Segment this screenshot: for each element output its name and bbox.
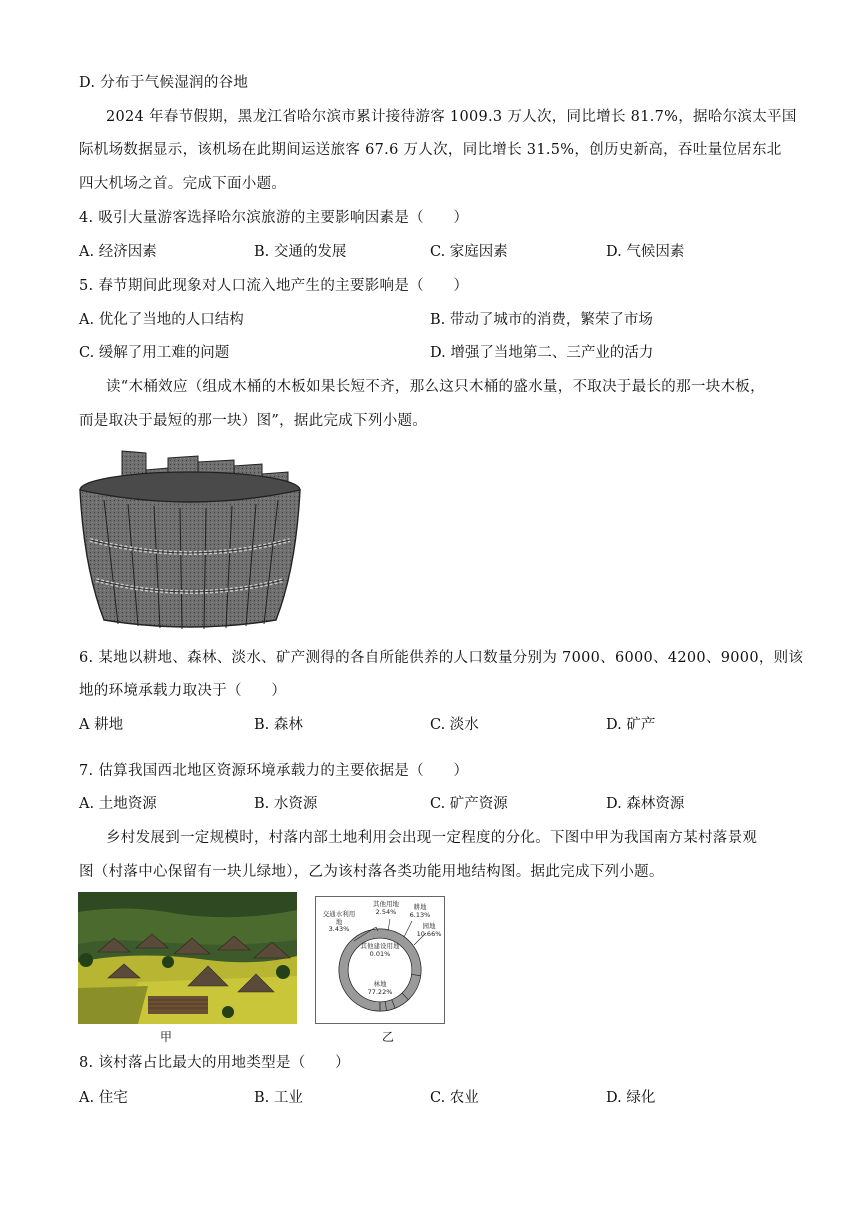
q5-option-b[interactable]: B. 带动了城市的消费，繁荣了市场 [430, 312, 653, 328]
q7-option-a[interactable]: A. 土地资源 [79, 796, 157, 812]
q4-option-d[interactable]: D. 气候因素 [606, 244, 685, 260]
passage-barrel-line-1: 读“木桶效应（组成木桶的木板如果长短不齐，那么这只木桶的盛水量，不取决于最长的那一块木板， [106, 379, 765, 395]
wooden-barrel-illustration [78, 448, 302, 630]
donut-label-forest-value: 77.22% [367, 987, 393, 996]
question-7: 7. 估算我国西北地区资源环境承载力的主要依据是（ ） [79, 763, 469, 779]
q7-option-b[interactable]: B. 水资源 [254, 796, 318, 812]
donut-label-farmland [408, 904, 432, 919]
q6-option-d[interactable]: D. 矿产 [606, 717, 656, 733]
village-landscape-photo [78, 892, 297, 1024]
q8-option-d[interactable]: D. 绿化 [606, 1090, 656, 1106]
question-5: 5. 春节期间此现象对人口流入地产生的主要影响是（ ） [79, 278, 469, 294]
donut-label-farmland-value: 6.13% [409, 910, 431, 919]
donut-label-traffic [320, 911, 358, 934]
donut-label-other-value: 2.54% [375, 907, 397, 916]
figure-label-jia: 甲 [160, 1030, 173, 1044]
passage-harbin-line-3: 四大机场之首。完成下面小题。 [79, 176, 287, 192]
donut-label-forest [366, 981, 394, 996]
q4-option-a[interactable]: A. 经济因素 [79, 244, 157, 260]
donut-label-other-construction [358, 943, 402, 958]
q6-option-b[interactable]: B. 森林 [254, 717, 303, 733]
q8-option-a[interactable]: A. 住宅 [79, 1090, 128, 1106]
donut-label-other-construction-name: 其他建设用地 [360, 942, 400, 950]
donut-label-other-construction-value: 0.01% [369, 949, 391, 958]
donut-label-other [370, 901, 402, 916]
question-4: 4. 吸引大量游客选择哈尔滨旅游的主要影响因素是（ ） [79, 210, 469, 226]
donut-label-garden [416, 923, 442, 938]
q8-option-b[interactable]: B. 工业 [254, 1090, 303, 1106]
passage-harbin-line-1: 2024 年春节假期，黑龙江省哈尔滨市累计接待游客 1009.3 万人次，同比增长 81.7%，据哈尔滨太平国 [106, 109, 797, 125]
q4-option-c[interactable]: C. 家庭因素 [430, 244, 508, 260]
option-d-previous: D. 分布于气候湿润的谷地 [79, 75, 249, 91]
donut-label-farmland-name: 耕地 [413, 903, 427, 911]
q6-option-a[interactable]: A 耕地 [79, 717, 124, 733]
q5-option-a[interactable]: A. 优化了当地的人口结构 [79, 312, 244, 328]
question-8: 8. 该村落占比最大的用地类型是（ ） [79, 1055, 350, 1071]
q7-option-c[interactable]: C. 矿产资源 [430, 796, 508, 812]
figure-label-yi: 乙 [382, 1030, 395, 1044]
q4-option-b[interactable]: B. 交通的发展 [254, 244, 347, 260]
donut-label-forest-name: 林地 [373, 980, 387, 988]
donut-label-garden-value: 10.66% [416, 929, 442, 938]
passage-village-line-2: 图（村落中心保留有一块儿绿地），乙为该村落各类功能用地结构图。据此完成下列小题。 [79, 864, 664, 880]
land-use-donut-chart [315, 896, 445, 1024]
donut-label-traffic-value: 3.43% [328, 925, 350, 933]
q8-option-c[interactable]: C. 农业 [430, 1090, 479, 1106]
passage-barrel-line-2: 而是取决于最短的那一块）图”，据此完成下列小题。 [79, 413, 428, 429]
q5-option-d[interactable]: D. 增强了当地第二、三产业的活力 [430, 345, 654, 361]
donut-label-other-name: 其他用地 [373, 900, 399, 908]
donut-label-traffic-name: 交通水利用地 [322, 910, 356, 926]
q7-option-d[interactable]: D. 森林资源 [606, 796, 685, 812]
q5-option-c[interactable]: C. 缓解了用工难的问题 [79, 345, 230, 361]
q6-option-c[interactable]: C. 淡水 [430, 717, 479, 733]
passage-village-line-1: 乡村发展到一定规模时，村落内部土地利用会出现一定程度的分化。下图中甲为我国南方某村落景观 [106, 830, 758, 846]
question-6-line-1: 6. 某地以耕地、森林、淡水、矿产测得的各自所能供养的人口数量分别为 7000、6000、4200、9000，则该 [79, 650, 804, 666]
passage-harbin-line-2: 际机场数据显示，该机场在此期间运送旅客 67.6 万人次，同比增长 31.5%，创历史新高，吞吐量位居东北 [79, 142, 782, 158]
question-6-line-2: 地的环境承载力取决于（ ） [79, 683, 287, 699]
donut-label-garden-name: 园地 [422, 922, 436, 930]
